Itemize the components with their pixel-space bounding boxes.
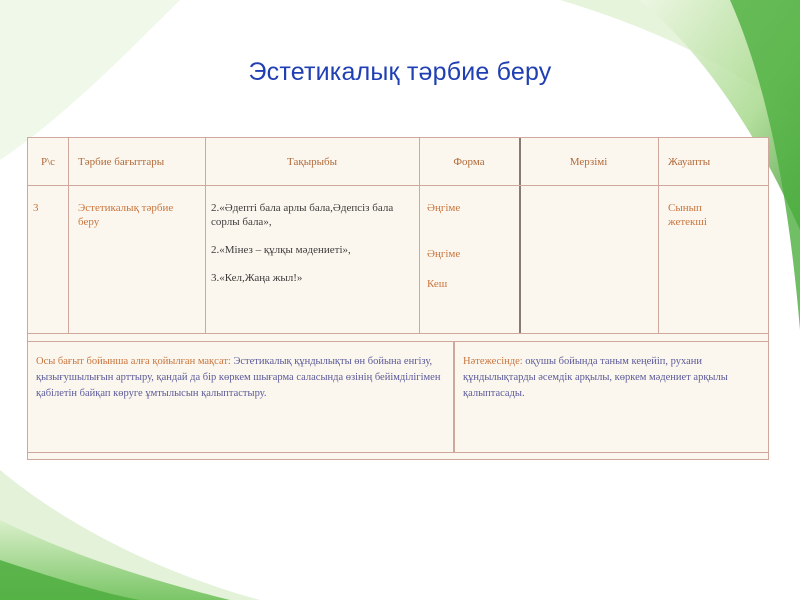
header-form: Форма [453,155,485,168]
row-divider [28,333,768,334]
topic-item: 2.«Мінез – құлқы мәдениеті», [211,244,351,256]
page-title: Эстетикалық тәрбие беру [248,58,552,86]
header-direction: Тәрбие бағыттары [78,155,165,168]
form-item: Әңгіме [427,248,461,260]
header-rs: Р\с [40,155,56,168]
row-rs: 3 [33,202,39,214]
form-item: Кеш [427,278,448,290]
result-label: Нәтежесінде: [463,356,523,367]
topic-item: 3.«Кел,Жаңа жыл!» [211,272,303,284]
row-direction: Эстетикалық тәрбие беру [78,202,174,228]
goal-text: Эстетикалық құндылықты өн бойына енгізу, қызығушылығын арттыру, қандай да бір көркем шығарма саласында өзінің бейімділігімен қабілетін байқап көруге ұмтылысын қалыптастыру. [36,356,441,399]
topic-item: 2.«Әдепті бала арлы бала,Әдепсіз бала сорлы бала», [211,202,394,228]
result-box [454,341,769,453]
goal-label: Осы бағыт бойынша алға қойылған мақсат: [36,356,231,367]
goal-box [27,341,454,453]
header-deadline: Мерзімі [569,155,608,168]
header-responsible: Жауапты [668,155,711,168]
result-text: оқушы бойында таным кеңейіп, рухани құндылықтарды әсемдік арқылы, көркем мәдениет арқылы қалыптасады. [463,356,728,399]
row-responsible: Сынып жетекші [668,202,707,228]
form-item: Әңгіме [427,202,461,214]
header-topic: Тақырыбы [287,155,337,168]
header-divider [28,185,768,186]
row-forms [419,201,519,291]
row-topics [205,201,419,299]
